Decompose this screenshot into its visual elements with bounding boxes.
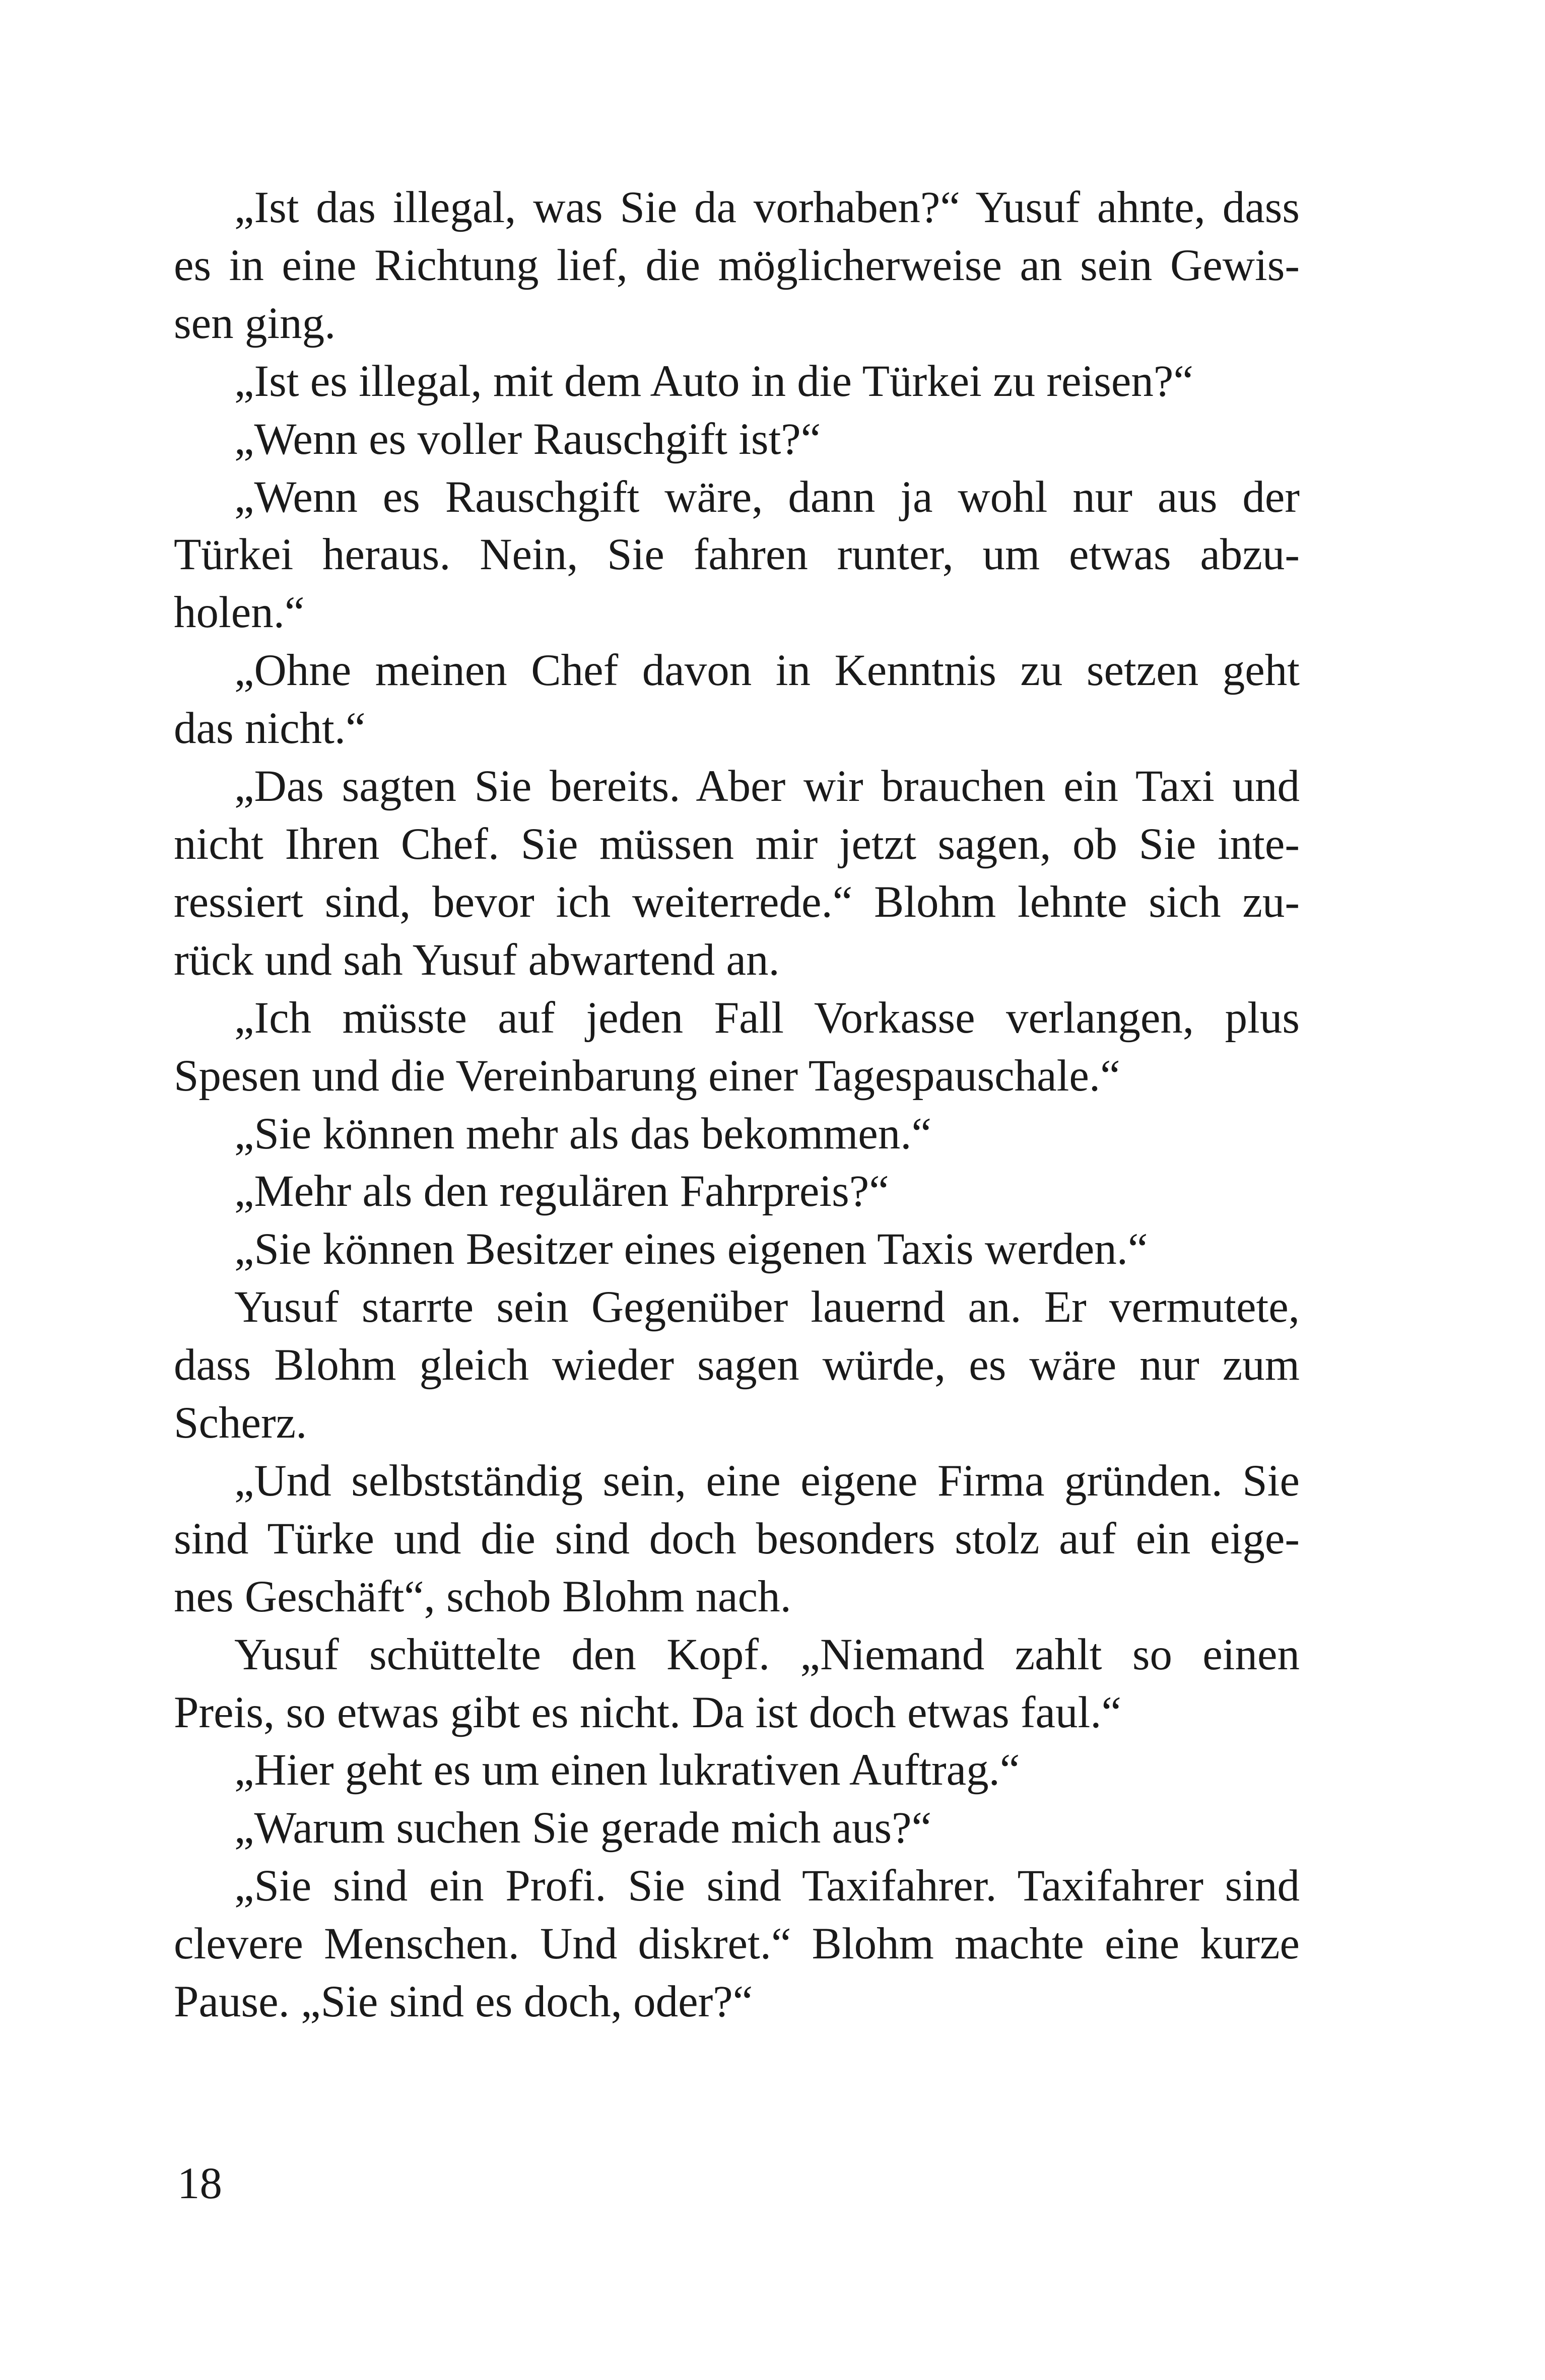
paragraph	[174, 1105, 1300, 1163]
text-line: „Warum suchen Sie gerade mich aus?“	[234, 1803, 932, 1853]
paragraph	[174, 989, 1300, 1105]
text-line: sen ging.	[174, 298, 336, 348]
paragraph	[174, 1799, 1300, 1857]
body-text	[174, 179, 1300, 2031]
text-line: „Ich müsste auf jeden Fall Vorkasse verlangen, plus	[234, 993, 1300, 1043]
text-line: nes Geschäft“, schob Blohm nach.	[174, 1572, 791, 1621]
text-line: sind Türke und die sind doch besonders stolz auf ein eige-	[174, 1514, 1300, 1563]
paragraph	[174, 1857, 1300, 2031]
text-line: das nicht.“	[174, 704, 366, 754]
paragraph	[174, 179, 1300, 353]
text-line: „Hier geht es um einen lukrativen Auftrag.“	[234, 1745, 1020, 1795]
page-number: 18	[177, 2159, 222, 2208]
text-line: dass Blohm gleich wieder sagen würde, es wäre nur zum	[174, 1340, 1300, 1390]
text-line: „Ist es illegal, mit dem Auto in die Türkei zu reisen?“	[234, 356, 1193, 406]
paragraph	[174, 353, 1300, 411]
text-line: Pause. „Sie sind es doch, oder?“	[174, 1977, 753, 2027]
text-line: es in eine Richtung lief, die möglicherweise an sein Gewis-	[174, 240, 1300, 290]
text-line: Yusuf starrte sein Gegenüber lauernd an. Er vermutete,	[234, 1282, 1300, 1332]
paragraph	[174, 1626, 1300, 1742]
text-line: Preis, so etwas gibt es nicht. Da ist doch etwas faul.“	[174, 1687, 1121, 1737]
text-line: Spesen und die Vereinbarung einer Tagespauschale.“	[174, 1051, 1120, 1101]
paragraph	[174, 1163, 1300, 1220]
text-line: „Sie können Besitzer eines eigenen Taxis werden.“	[234, 1225, 1148, 1274]
text-line: Türkei heraus. Nein, Sie fahren runter, um etwas abzu-	[174, 530, 1300, 580]
paragraph	[174, 1741, 1300, 1799]
text-line: „Das sagten Sie bereits. Aber wir brauchen ein Taxi und	[234, 762, 1300, 811]
text-line: rück und sah Yusuf abwartend an.	[174, 935, 780, 985]
paragraph	[174, 1220, 1300, 1278]
text-line: „Wenn es Rauschgift wäre, dann ja wohl nur aus der	[234, 472, 1300, 522]
text-line: „Sie sind ein Profi. Sie sind Taxifahrer. Taxifahrer sind	[234, 1861, 1300, 1911]
text-line: nicht Ihren Chef. Sie müssen mir jetzt sagen, ob Sie inte-	[174, 819, 1300, 869]
text-line: „Mehr als den regulären Fahrpreis?“	[234, 1167, 889, 1216]
text-line: „Wenn es voller Rauschgift ist?“	[234, 414, 821, 464]
paragraph	[174, 411, 1300, 468]
paragraph	[174, 1278, 1300, 1452]
text-line: „Ohne meinen Chef davon in Kenntnis zu setzen geht	[234, 646, 1300, 696]
text-line: „Und selbstständig sein, eine eigene Firma gründen. Sie	[234, 1456, 1300, 1506]
text-line: holen.“	[174, 588, 305, 638]
paragraph	[174, 758, 1300, 989]
text-line: clevere Menschen. Und diskret.“ Blohm machte eine kurze	[174, 1919, 1300, 1969]
text-line: Yusuf schüttelte den Kopf. „Niemand zahlt so einen	[234, 1629, 1300, 1679]
text-line: „Sie können mehr als das bekommen.“	[234, 1109, 932, 1159]
paragraph	[174, 642, 1300, 758]
paragraph	[174, 1452, 1300, 1626]
paragraph	[174, 468, 1300, 642]
text-line: „Ist das illegal, was Sie da vorhaben?“ Yusuf ahnte, dass	[234, 183, 1300, 232]
text-line: Scherz.	[174, 1398, 307, 1448]
text-line: ressiert sind, bevor ich weiterrede.“ Blohm lehnte sich zu-	[174, 877, 1300, 927]
